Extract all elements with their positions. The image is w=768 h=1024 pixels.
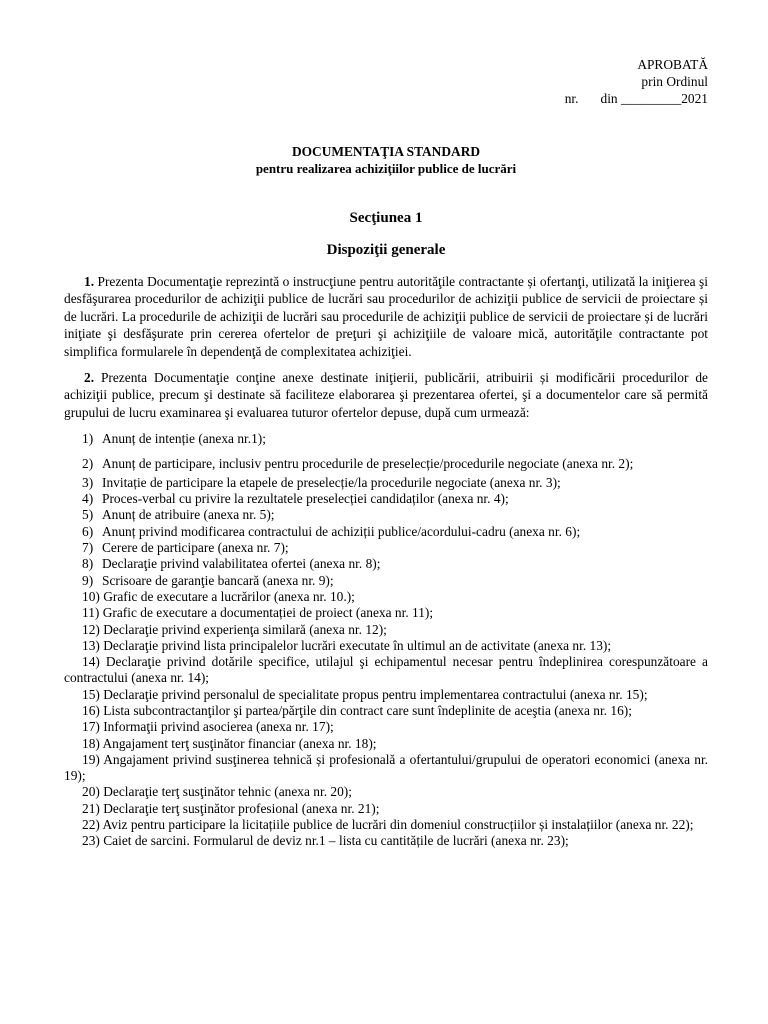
item-number: 14)	[82, 654, 100, 670]
document-page	[64, 56, 708, 850]
item-text: Grafic de executare a lucrărilor (anexa nr. 10.);	[103, 588, 355, 604]
list-item	[64, 654, 708, 687]
list-item	[64, 540, 708, 556]
item-text: Anunț de intenție (anexa nr.1);	[102, 431, 266, 447]
paragraph-number: 2.	[84, 370, 95, 386]
item-text: Declaraţie terţ susţinător tehnic (anexa nr. 20);	[103, 784, 352, 800]
approval-block	[64, 56, 708, 107]
list-item	[64, 605, 708, 621]
paragraph-1	[64, 273, 708, 360]
item-number: 19)	[82, 751, 100, 767]
item-number: 13)	[82, 637, 100, 653]
item-text: Angajament privind susţinerea tehnică și profesională a ofertantului/grupului de operatori economici (anexa nr. 19);	[64, 751, 709, 784]
item-text: Declaraţie privind personalul de specialitate propus pentru implementarea contractului (anexa nr. 15);	[103, 686, 648, 702]
item-text: Invitație de participare la etapele de preselecție/la procedurile negociate (anexa nr. 3);	[102, 474, 561, 490]
item-text: Scrisoare de garanţie bancară (anexa nr. 9);	[102, 572, 334, 588]
item-text: Angajament terţ susţinător financiar (anexa nr. 18);	[102, 735, 377, 751]
item-text: Anunț de participare, inclusiv pentru procedurile de preselecție/procedurile negociate (anexa nr. 2);	[102, 455, 634, 471]
list-item	[64, 475, 708, 491]
item-number: 21)	[82, 800, 100, 816]
item-text: Informaţii privind asocierea (anexa nr. 17);	[103, 719, 334, 735]
list-item	[64, 801, 708, 817]
item-text: Caiet de sarcini. Formularul de deviz nr.1 – lista cu cantitățile de lucrări (anexa nr. 23);	[103, 833, 569, 849]
item-number: 18)	[82, 735, 100, 751]
list-item	[64, 589, 708, 605]
item-text: Aviz pentru participare la licitațiile publice de lucrări din domeniul construcțiilor și instalațiilor (anexa nr. 22);	[102, 817, 694, 833]
paragraph-text: Prezenta Documentaţie conţine anexe destinate iniţierii, publicării, atribuirii și modificării procedurilor de achiziţii publice, precum şi destinate să faciliteze elaborarea şi prezentarea ofertei, şi a documentelor care să permită grupului de lucru examinarea şi evaluarea tuturor ofertelor depuse, după cum urmează:	[64, 370, 708, 420]
approval-label: APROBATĂ	[637, 57, 708, 72]
item-number: 7)	[82, 540, 94, 556]
item-number: 6)	[82, 523, 94, 539]
item-number: 1)	[82, 431, 94, 447]
item-text: Declaraţie terţ susţinător profesional (anexa nr. 21);	[103, 800, 380, 816]
list-item	[64, 456, 708, 472]
item-number: 9)	[82, 572, 94, 588]
paragraph-number: 1.	[84, 274, 95, 289]
approval-order: prin Ordinul	[641, 74, 708, 89]
list-item	[64, 736, 708, 752]
order-date: din _________2021	[600, 91, 708, 106]
list-item	[64, 491, 708, 507]
list-item	[64, 524, 708, 540]
list-item	[64, 833, 708, 849]
item-text: Proces-verbal cu privire la rezultatele preselecției candidaților (anexa nr. 4);	[102, 491, 509, 507]
title-main: DOCUMENTAŢIA STANDARD	[291, 144, 481, 159]
item-text: Declaraţie privind valabilitatea ofertei (anexa nr. 8);	[102, 556, 381, 572]
list-item	[64, 638, 708, 654]
list-item	[64, 817, 708, 833]
item-text: Anunț privind modificarea contractului de achiziții publice/acordului-cadru (anexa nr. 6);	[102, 523, 581, 539]
list-item	[64, 431, 708, 447]
item-number: 11)	[82, 605, 100, 621]
item-number: 20)	[82, 784, 100, 800]
section-heading: Secţiunea 1	[349, 210, 423, 226]
order-number-label: nr.	[564, 91, 579, 106]
item-text: Lista subcontractanţilor şi partea/părţile din contract care sunt îndeplinite de aceştia (anexa nr. 16);	[103, 703, 632, 718]
item-number: 5)	[82, 507, 94, 523]
list-item	[64, 687, 708, 703]
item-number: 16)	[82, 703, 100, 718]
item-number: 8)	[82, 556, 94, 572]
item-number: 2)	[82, 455, 94, 471]
document-title	[64, 143, 708, 177]
item-number: 12)	[82, 621, 100, 637]
paragraph-text: Prezenta Documentaţie reprezintă o instrucţiune pentru autorităţile contractante și ofertanţi, utilizată la iniţierea şi desfăşurarea procedurilor de achiziţii publice de lucrări sau procedurilor de achiziţii publice de servicii de proiectare și de lucrări. La procedurile de achiziţii de lucrări sau procedurile de achiziţii publice de servicii de proiectare și de lucrări iniţiate şi desfăşurate prin cererea ofertelor de preţuri şi achiziţiile de valoare mică, autorităţile contractante pot simplifica formularele în dependenţă de complexitatea achiziţiei.	[64, 274, 708, 359]
item-number: 23)	[82, 833, 100, 849]
list-item	[64, 507, 708, 523]
item-text: Anunț de atribuire (anexa nr. 5);	[102, 507, 275, 523]
list-item	[64, 556, 708, 572]
item-number: 22)	[82, 817, 100, 833]
item-number: 15)	[82, 686, 100, 702]
item-number: 4)	[82, 491, 94, 507]
item-text: Declaraţie privind lista principalelor lucrări executate în ultimul an de activitate (anexa nr. 13);	[103, 637, 612, 653]
list-item	[64, 573, 708, 589]
list-item	[64, 622, 708, 638]
title-subtitle: pentru realizarea achiziţiilor publice de lucrări	[255, 161, 517, 176]
list-item	[64, 719, 708, 735]
item-text: Grafic de executare a documentației de proiect (anexa nr. 11);	[102, 605, 434, 621]
item-text: Cerere de participare (anexa nr. 7);	[102, 540, 289, 556]
annex-list	[64, 431, 708, 849]
subsection-heading: Dispoziţii generale	[326, 242, 446, 258]
item-number: 3)	[82, 474, 94, 490]
item-text: Declaraţie privind dotările specifice, utilajul şi echipamentul necesar pentru îndeplinirea corespunzătoare a contractului (anexa nr. 14);	[64, 654, 708, 686]
list-item	[64, 752, 708, 785]
item-text: Declaraţie privind experienţa similară (anexa nr. 12);	[103, 621, 387, 637]
list-item	[64, 703, 708, 719]
approval-number-line	[64, 90, 708, 107]
item-number: 10)	[82, 588, 100, 604]
paragraph-2	[64, 369, 708, 421]
item-number: 17)	[82, 719, 100, 735]
list-item	[64, 784, 708, 800]
